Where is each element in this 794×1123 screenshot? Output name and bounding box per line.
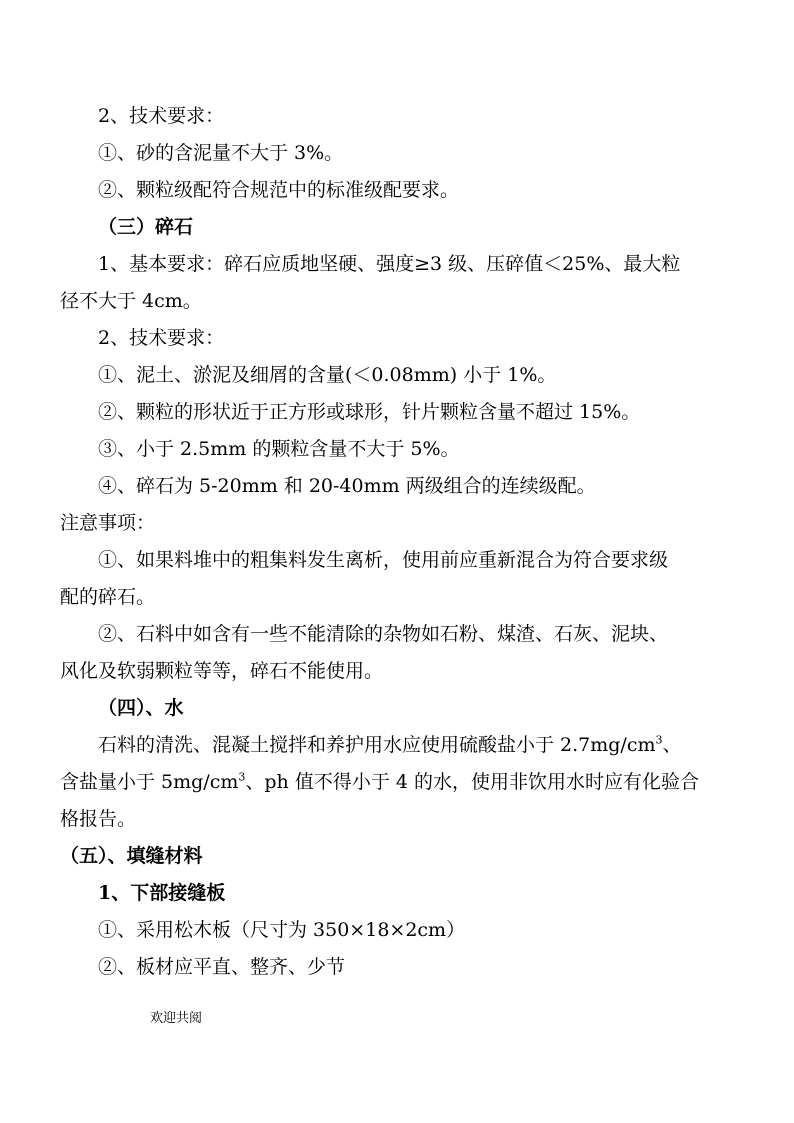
paragraph-line: ②、板材应平直、整齐、少节 xyxy=(98,956,346,978)
paragraph-line xyxy=(98,727,682,764)
paragraph-line: 格报告。 xyxy=(60,808,137,830)
paragraph-line: ①、采用松木板（尺寸为 350×18×2cm） xyxy=(98,919,466,941)
superscript: 3 xyxy=(238,770,246,784)
text-run: 、 xyxy=(662,734,682,756)
paragraph-line xyxy=(60,764,699,801)
text-run: 石料的清洗、混凝土搅拌和养护用水应使用硫酸盐小于 2.7mg/cm xyxy=(98,734,656,756)
paragraph-line: ②、颗粒级配符合规范中的标准级配要求。 xyxy=(98,179,460,201)
paragraph-line: 2、技术要求： xyxy=(98,105,225,127)
paragraph-line: 注意事项： xyxy=(60,512,156,534)
footer-text: 欢迎共阅 xyxy=(150,1011,203,1026)
paragraph-line: 2、技术要求： xyxy=(98,327,225,349)
paragraph-line: ①、如果料堆中的粗集料发生离析，使用前应重新混合为符合要求级 xyxy=(98,549,669,571)
paragraph-line: ④、碎石为 5-20mm 和 20-40mm 两级组合的连续级配。 xyxy=(98,475,596,497)
paragraph-line: ③、小于 2.5mm 的颗粒含量不大于 5%。 xyxy=(98,438,460,460)
paragraph-line: 1、基本要求：碎石应质地坚硬、强度≥3 级、压碎值＜25%、最大粒 xyxy=(98,253,681,275)
paragraph-line: 配的碎石。 xyxy=(60,586,156,608)
text-run: 含盐量小于 5mg/cm xyxy=(60,771,239,793)
section-heading: （四）、水 xyxy=(98,697,184,719)
paragraph-line: 风化及软弱颗粒等等，碎石不能使用。 xyxy=(60,660,384,682)
text-run: 、ph 值不得小于 4 的水，使用非饮用水时应有化验合 xyxy=(245,771,699,793)
section-heading: （五）、填缝材料 xyxy=(60,845,203,867)
paragraph-line: ②、颗粒的形状近于正方形或球形，针片颗粒含量不超过 15%。 xyxy=(98,401,641,423)
paragraph-line: ②、石料中如含有一些不能清除的杂物如石粉、煤渣、石灰、泥块、 xyxy=(98,623,669,645)
paragraph-line: 径不大于 4cm。 xyxy=(60,290,202,312)
paragraph-line: ①、泥土、淤泥及细屑的含量(＜0.08mm) 小于 1%。 xyxy=(98,364,557,386)
paragraph-line: ①、砂的含泥量不大于 3%。 xyxy=(98,142,344,164)
superscript: 3 xyxy=(655,733,663,747)
section-heading: （三）碎石 xyxy=(98,216,194,238)
subsection-heading: 1、下部接缝板 xyxy=(98,882,226,904)
